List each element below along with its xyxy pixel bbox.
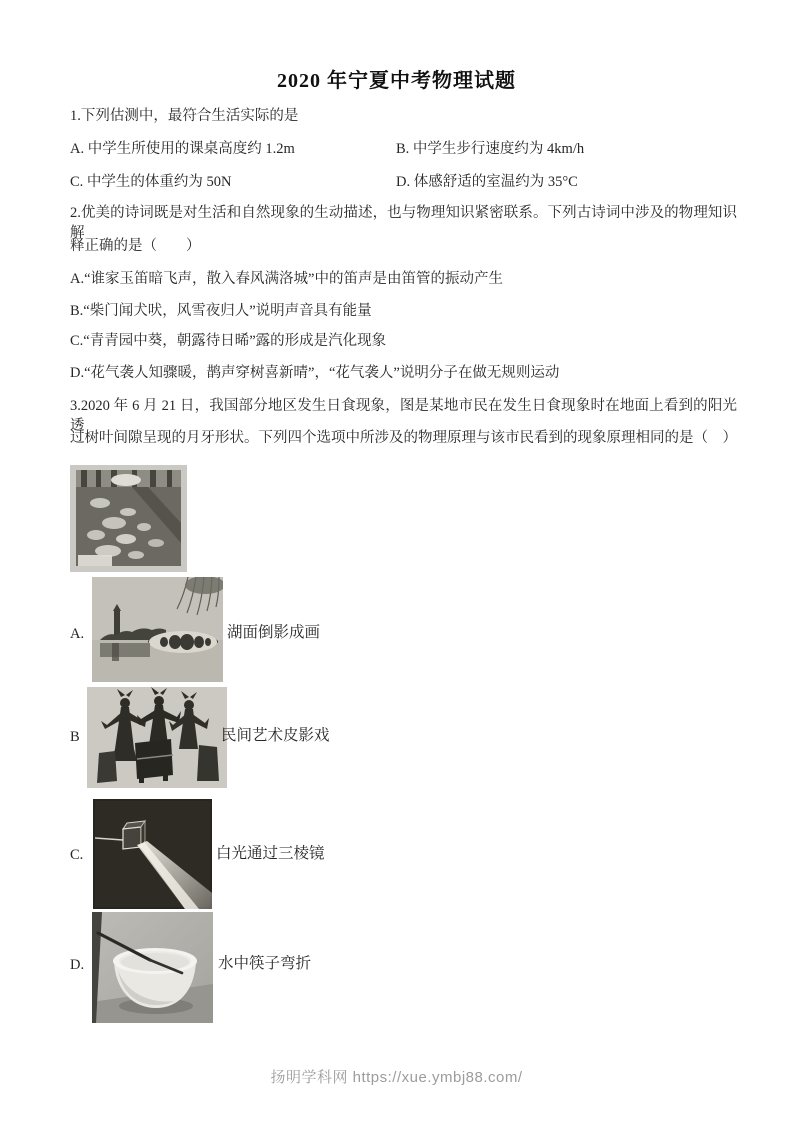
- q1-option-a: A. 中学生所使用的课桌高度约 1.2m: [70, 141, 295, 157]
- q3-stem-line1: 3.2020 年 6 月 21 日，我国部分地区发生日食现象，图是某地市民在发生日食现象时在地面上看到的阳光透: [70, 398, 737, 434]
- q1-option-b: B. 中学生步行速度约为 4km/h: [396, 141, 585, 157]
- q3-option-b-caption: 民间艺术皮影戏: [221, 727, 330, 744]
- crescent-shadows-illustration: [70, 465, 187, 572]
- q2-option-c: C.“青青园中葵，朝露待日晞”露的形成是汽化现象: [70, 333, 387, 349]
- q3-option-a-caption: 湖面倒影成画: [227, 624, 321, 641]
- q1-stem: 1.下列估测中，最符合生活实际的是: [70, 108, 299, 124]
- q2-option-b: B.“柴门闻犬吠，风雪夜归人”说明声音具有能量: [70, 303, 372, 319]
- q3-option-b-label: B: [70, 729, 80, 745]
- page-title: 2020 年宁夏中考物理试题: [277, 70, 516, 92]
- shadow-puppets-illustration: [87, 687, 227, 788]
- q2-option-a: A.“谁家玉笛暗飞声，散入春风满洛城”中的笛声是由笛管的振动产生: [70, 271, 503, 287]
- q3-option-c-label: C.: [70, 847, 84, 863]
- prism-light-illustration: [93, 799, 212, 909]
- q1-option-c: C. 中学生的体重约为 50N: [70, 174, 232, 190]
- q2-option-d: D.“花气袭人知骤暖，鹊声穿树喜新晴”，“花气袭人”说明分子在做无规则运动: [70, 365, 560, 381]
- shadow-puppets-photo: [87, 687, 227, 788]
- prism-light-photo: [93, 799, 212, 909]
- q2-stem-line1: 2.优美的诗词既是对生活和自然现象的生动描述，也与物理知识紧密联系。下列古诗词中涉及的物理知识解: [70, 205, 737, 241]
- q1-option-d: D. 体感舒适的室温约为 35°C: [396, 174, 578, 190]
- chopstick-bowl-illustration: [92, 912, 213, 1023]
- lake-reflection-photo: [92, 577, 223, 682]
- crescent-shadows-photo: [70, 465, 187, 572]
- q3-option-c-caption: 白光通过三棱镜: [216, 845, 325, 862]
- lake-reflection-illustration: [92, 577, 223, 682]
- chopstick-bowl-photo: [92, 912, 213, 1023]
- q3-stem-line2: 过树叶间隙呈现的月牙形状。下列四个选项中所涉及的物理原理与该市民看到的现象原理相同的是（ ）: [70, 430, 737, 446]
- q3-option-d-caption: 水中筷子弯折: [218, 955, 312, 972]
- q2-stem-line2: 释正确的是（ ）: [70, 238, 201, 254]
- q3-option-a-label: A.: [70, 626, 85, 642]
- q3-option-d-label: D.: [70, 957, 85, 973]
- site-watermark: 扬明学科网 https://xue.ymbj88.com/: [270, 1069, 523, 1086]
